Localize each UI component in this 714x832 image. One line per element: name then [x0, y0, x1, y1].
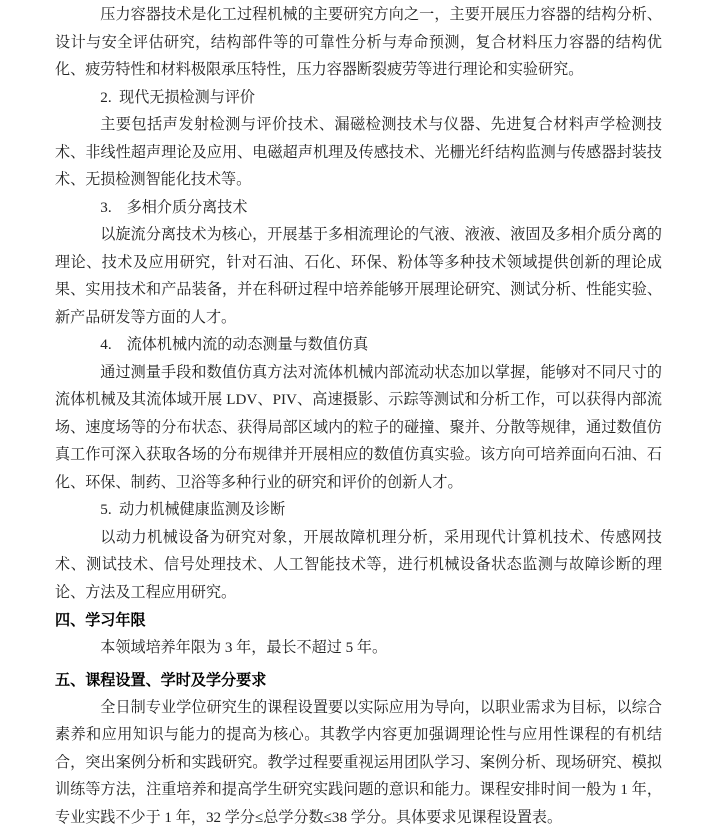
- paragraph: 通过测量手段和数值仿真方法对流体机械内部流动状态加以掌握，能够对不同尺寸的流体机械及其流体域开展 LDV、PIV、高速摄影、示踪等测试和分析工作，可以获得内部流场、速度场等的分布状态、获得局部区域内的粒子的碰撞、聚并、分散等规律，通过数值仿真工作可深入获取各场的分布规律并开展相应的数值仿真实验。该方向可培养面向石油、石化、环保、制药、卫浴等多种行业的研究和评价的创新人才。: [55, 360, 662, 498]
- section-heading: 四、学习年限: [55, 607, 662, 635]
- section-heading: 五、课程设置、学时及学分要求: [55, 667, 662, 695]
- numbered-subheading: 5. 动力机械健康监测及诊断: [55, 497, 662, 525]
- paragraph: 本领域培养年限为 3 年，最长不超过 5 年。: [55, 635, 662, 663]
- paragraph: 以旋流分离技术为核心，开展基于多相流理论的气液、液液、液固及多相介质分离的理论、技术及应用研究，针对石油、石化、环保、粉体等多种技术领域提供创新的理论成果、实用技术和产品装备，并在科研过程中培养能够开展理论研究、测试分析、性能实验、新产品研发等方面的人才。: [55, 222, 662, 332]
- numbered-subheading: 4. 流体机械内流的动态测量与数值仿真: [55, 332, 662, 360]
- numbered-subheading: 3. 多相介质分离技术: [55, 195, 662, 223]
- paragraph: 全日制专业学位研究生的课程设置要以实际应用为导向，以职业需求为目标，以综合素养和应用知识与能力的提高为核心。其教学内容更加强调理论性与应用性课程的有机结合，突出案例分析和实践研究。教学过程要重视运用团队学习、案例分析、现场研究、模拟训练等方法，注重培养和提高学生研究实践问题的意识和能力。课程安排时间一般为 1 年，专业实践不少于 1 年，32 学分≤总学分数≤38 学分。具体要求见课程设置表。: [55, 695, 662, 832]
- numbered-subheading: 2. 现代无损检测与评价: [55, 85, 662, 113]
- paragraph: 主要包括声发射检测与评价技术、漏磁检测技术与仪器、先进复合材料声学检测技术、非线性超声理论及应用、电磁超声机理及传感技术、光栅光纤结构监测与传感器封装技术、无损检测智能化技术等。: [55, 112, 662, 195]
- paragraph: 压力容器技术是化工过程机械的主要研究方向之一，主要开展压力容器的结构分析、设计与安全评估研究，结构部件等的可靠性分析与寿命预测，复合材料压力容器的结构优化、疲劳特性和材料极限承压特性，压力容器断裂疲劳等进行理论和实验研究。: [55, 2, 662, 85]
- paragraph: 以动力机械设备为研究对象，开展故障机理分析，采用现代计算机技术、传感网技术、测试技术、信号处理技术、人工智能技术等，进行机械设备状态监测与故障诊断的理论、方法及工程应用研究。: [55, 525, 662, 608]
